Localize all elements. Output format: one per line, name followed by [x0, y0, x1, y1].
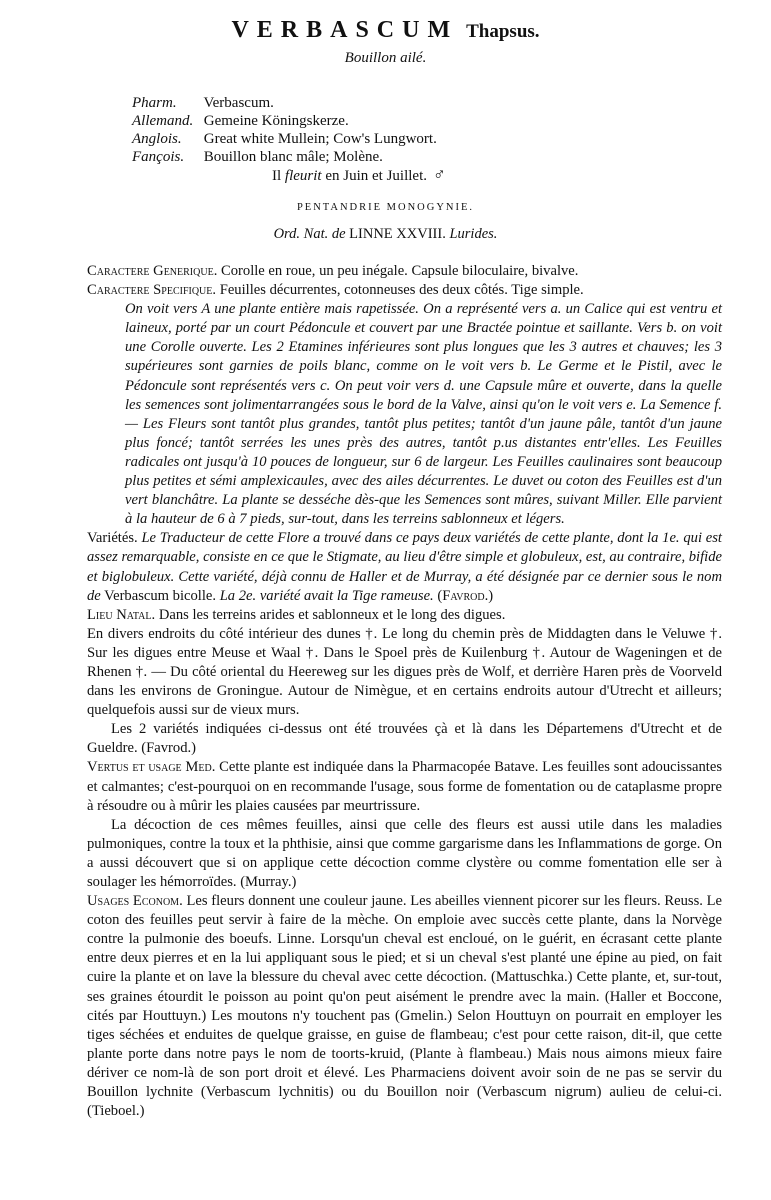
flowering-rest: en Juin et Juillet.: [325, 168, 427, 184]
main-text: [87, 262, 722, 1121]
name-row-francois: [132, 148, 446, 166]
varietes: [87, 529, 722, 605]
french-name: Bouillon ailé.: [344, 50, 427, 66]
vertus-decoction: La décoction de ces mêmes feuilles, ainsi que celle des fleurs est aussi utile dans les maladies pulmoniques, contre la toux et la phthisie, ainsi que comme gargarisme dans les Inflammations de gorge. On a aussi découvert que si on applique cette décoction comme clystère ou comme fomentation elle ser à soulager les hémorroïdes. (Murray.): [87, 816, 722, 890]
name-row-pharm: [132, 94, 446, 112]
classification: PENTANDRIE MONOGYNIE.: [296, 202, 475, 213]
name-lang: Allemand.: [132, 113, 194, 129]
name-text: Bouillon blanc mâle; Molène.: [203, 149, 383, 165]
order-number: XXVIII.: [396, 226, 446, 242]
name-lang: Pharm.: [132, 95, 177, 111]
genus-name: VERBASCUM: [231, 17, 459, 43]
caractere-generique: [87, 262, 722, 281]
name-text: Verbascum.: [203, 95, 274, 111]
flowering-prefix: Il: [272, 168, 282, 184]
section-label: Caractere Specifique.: [87, 282, 217, 299]
lieu-natal-localities: En divers endroits du côté intérieur des dunes †. Le long du chemin près de Middagten dans le Veluwe †. Sur les digues entre Meuse et Waal †. Dans le Spoel près de Kuilenburg †. Autour de Wageningen et de Rhenen †. — Du côté oriental du Heereweg sur les digues près de Wolf, et derrière Haren près de Voorveld dans les environs de Groningue. Autour de Nimègue, et en certains endroits autour d'Utrecht et ailleurs; quelquefois aussi sur de vieux murs.: [87, 625, 722, 719]
name-row-allemand: [132, 112, 446, 130]
caractere-specifique: [87, 281, 722, 300]
order-label: Ord. Nat.: [273, 226, 329, 242]
order-author: LINNE: [349, 226, 393, 242]
name-lang: Fançois.: [132, 149, 185, 165]
species-name: Thapsus.: [466, 21, 540, 42]
lieu-natal: [87, 606, 722, 625]
varietes-tail2: La 2e. variété avait la Tige rameuse.: [219, 587, 434, 604]
page-title: [0, 18, 771, 42]
flowering-verb: fleurit: [284, 168, 322, 184]
name-text: Gemeine Köningskerze.: [203, 113, 349, 129]
name-lang: Anglois.: [132, 131, 182, 147]
natural-order: [0, 226, 771, 243]
usages: [87, 892, 722, 1121]
common-names: [132, 94, 446, 185]
section-text: Feuilles décurrentes, cotonneuses des deux côtés. Tige simple.: [219, 282, 584, 299]
male-symbol-icon: ♂: [433, 165, 446, 184]
varietes-tail: Verbascum bicolle.: [104, 587, 217, 604]
order-family: Lurides.: [449, 226, 498, 242]
name-row-anglois: [132, 130, 446, 148]
section-label: Caractere Generique.: [87, 263, 218, 279]
section-text: Cette plante est indiquée dans la Pharmacopée Batave. Les feuilles sont adoucissantes et calmantes; c'est-pourquoi on en recommande l'usage, sous forme de fomentation ou de cataplasme propre à résoudre ou à mûrir les plaies causées par meurtrissure.: [87, 759, 723, 814]
section-text: Les fleurs donnent une couleur jaune. Les abeilles viennent picorer sur les fleurs. Reuss. Le coton des feuilles peut servir à faire de la mèche. On emploie avec succès cette plante, dans la Norvège contre la pulmonie des boeufs. Linne. Lorsqu'un cheval est encloué, on le guérit, en écrasant cette plante entre deux pierres et en la lui appliquant sous le pied; et si un cheval s'est planté une épine au pied, on fait cuire la plante et on lave la blessure du cheval avec cette décoction. (Mattuschka.) Cette plante, et, sur-tout, ses graines étourdit le poisson au point qu'on peut aisément le prendre avec la main. (Haller et Boccone, cités par Houttuyn.) Les moutons n'y touchent pas (Gmelin.) Selon Houttuyn on pourrait en employer les tiges séchées et enduites de quelque graisse, en guise de flambeau; c'est pour cette raison, dit-il, que cette plante porte dans notre pays le nom de toorts-kruid, (Plante à flambeau.) Mais nous aimons mieux faire dériver ce nom-là de son port droit et élevé. Les Pharmaciens doivent avoir soin de ne pas se servir du Bouillon lychnite (Verbascum lychnitis) ou du Bouillon noir (Verbascum nigrum) aulieu de celui-ci. (Tieboel.): [87, 893, 723, 1120]
section-text: Le Traducteur de cette Flore a trouvé dans ce pays deux variétés de cette plante, dont la 1e. qui est assez remarquable, consiste en ce que le Stigmate, au lieu d'être simple et globuleux, est, au contraire, bifide et biglobuleux. Cette variété, déjà connu de Haller et de Murray, a été désignée par ce dernier sous le nom de: [87, 530, 722, 604]
lieu-natal-varieties: Les 2 variétés indiquées ci-dessus ont été trouvées çà et là dans les Départemens d'Utrecht et de Gueldre. (Favrod.): [87, 721, 722, 757]
section-text: Corolle en roue, un peu inégale. Capsule biloculaire, bivalve.: [221, 263, 579, 279]
varietes-credit: (Favrod.): [437, 587, 494, 604]
section-label: Variétés.: [87, 530, 138, 547]
flowering-line: [132, 166, 446, 185]
name-text: Great white Mullein; Cow's Lungwort.: [203, 131, 437, 147]
section-label: Vertus et usage Med.: [87, 759, 216, 776]
description: On voit vers A une plante entière mais rapetissée. On a représenté vers a. un Calice qui est ventru et laineux, porté par un court Pédoncule et couvert par une Bractée pointue et saillante. Vers b. on voit une Corolle ouverte. Les 2 Etamines inférieures sont plus longues que les 3 autres et chauves; les 3 supérieures sont garnies de poils blanc, comme on le voit vers b. Le Germe et le Pistil, avec le Pédoncule sont représentés vers c. On peut voir vers d. une Capsule mûre et ouverte, dans la quelle les semences sont jolimentarrangées sous le bord de la Valve, ainsi qu'on le voit vers e. La Semence f. — Les Fleurs sont tantôt plus grandes, tantôt plus petites; tantôt d'un jaune pâle, tantôt d'un jaune plus foncé; tantôt serrées les unes près des autres, tantôt p.us distantes entr'elles. Les Feuilles radicales ont jusqu'à 10 pouces de longueur, sur 6 de largeur. Les Feuilles caulinaires sont beaucoup plus petites et sémi amplexicaules, avec des ailes décurrentes. Le duvet ou coton des Feuilles est d'un vert blanchâtre. La plante se desséche dès-que les Semences sont mûres, suivant Miller. Elle parvient à la hauteur de 6 à 7 pieds, sur-tout, dans les terreins sablonneux et légers.: [125, 301, 722, 528]
vertus: [87, 758, 722, 815]
section-text: Dans les terreins arides et sablonneux et le long des digues.: [158, 606, 506, 623]
section-label: Lieu Natal.: [87, 606, 156, 623]
order-de: de: [331, 226, 346, 242]
section-label: Usages Econom.: [87, 893, 183, 910]
